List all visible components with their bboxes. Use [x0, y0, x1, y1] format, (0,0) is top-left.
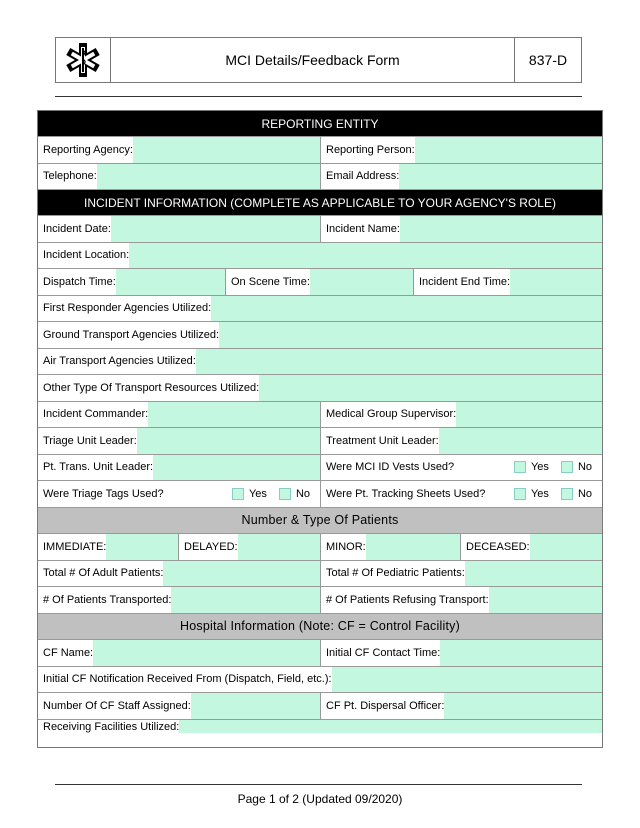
- triage-tags-no-checkbox[interactable]: [279, 488, 291, 500]
- incident-date-field[interactable]: [111, 216, 320, 242]
- initial-cf-contact-label: Initial CF Contact Time:: [326, 646, 441, 659]
- deceased-label: DECEASED:: [466, 540, 530, 553]
- email-label: Email Address:: [326, 170, 400, 183]
- medical-group-supervisor-field[interactable]: [456, 402, 602, 428]
- receiving-facilities-field[interactable]: [179, 720, 602, 733]
- section-patients: Number & Type Of Patients: [38, 508, 602, 535]
- incident-name-field[interactable]: [400, 216, 602, 242]
- mci-vests-no-label: No: [577, 461, 592, 474]
- mci-vests-label: Were MCI ID Vests Used?: [326, 461, 455, 474]
- cf-dispersal-officer-label: CF Pt. Dispersal Officer:: [326, 699, 445, 712]
- incident-location-label: Incident Location:: [43, 249, 130, 262]
- total-pediatric-label: Total # Of Pediatric Patients:: [326, 567, 465, 580]
- incident-commander-label: Incident Commander:: [43, 408, 149, 421]
- footer-rule: [55, 784, 582, 785]
- reporting-agency-field[interactable]: [133, 137, 320, 163]
- initial-cf-notification-field[interactable]: [332, 667, 602, 693]
- section-incident-info: [38, 190, 602, 216]
- incident-name-label: Incident Name:: [326, 222, 400, 235]
- mci-vests-no-checkbox[interactable]: [561, 461, 573, 473]
- on-scene-time-field[interactable]: [310, 269, 413, 295]
- delayed-label: DELAYED:: [184, 540, 238, 553]
- form-title: MCI Details/Feedback Form: [111, 38, 515, 82]
- patients-transported-field[interactable]: [171, 587, 320, 613]
- incident-info-heading: INCIDENT INFORMATION (COMPLETE AS APPLICABLE TO YOUR AGENCY'S ROLE): [84, 195, 556, 210]
- total-adult-label: Total # Of Adult Patients:: [43, 567, 164, 580]
- delayed-field[interactable]: [238, 534, 320, 560]
- form-code: 837-D: [528, 52, 568, 68]
- other-transport-label: Other Type Of Transport Resources Utilized:: [43, 381, 260, 394]
- incident-end-time-label: Incident End Time:: [419, 275, 511, 288]
- tracking-sheets-yes-checkbox[interactable]: [514, 488, 526, 500]
- cf-name-label: CF Name:: [43, 646, 94, 659]
- triage-tags-yes-label: Yes: [248, 487, 267, 500]
- total-adult-field[interactable]: [163, 561, 320, 587]
- patients-refusing-label: # Of Patients Refusing Transport:: [326, 593, 489, 606]
- patients-transported-label: # Of Patients Transported:: [43, 593, 172, 606]
- first-responder-label: First Responder Agencies Utilized:: [43, 302, 212, 315]
- reporting-person-label: Reporting Person:: [326, 143, 415, 156]
- header-rule: [55, 96, 582, 97]
- pt-trans-unit-leader-label: Pt. Trans. Unit Leader:: [43, 461, 154, 474]
- mci-vests-yes-label: Yes: [530, 461, 549, 474]
- initial-cf-contact-field[interactable]: [440, 640, 602, 666]
- cf-staff-assigned-field[interactable]: [191, 693, 320, 719]
- first-responder-field[interactable]: [211, 296, 602, 322]
- cf-dispersal-officer-field[interactable]: [444, 693, 602, 719]
- deceased-field[interactable]: [530, 534, 602, 560]
- triage-unit-leader-field[interactable]: [137, 428, 320, 454]
- air-transport-field[interactable]: [196, 349, 602, 375]
- immediate-field[interactable]: [106, 534, 178, 560]
- patients-refusing-field[interactable]: [489, 587, 602, 613]
- triage-tags-label: Were Triage Tags Used?: [43, 487, 164, 500]
- on-scene-time-label: On Scene Time:: [231, 275, 310, 288]
- reporting-agency-label: Reporting Agency:: [43, 143, 133, 156]
- initial-cf-notification-label: Initial CF Notification Received From (Dispatch, Field, etc.):: [43, 673, 332, 686]
- incident-date-label: Incident Date:: [43, 222, 111, 235]
- telephone-label: Telephone:: [43, 170, 97, 183]
- tracking-sheets-yes-label: Yes: [530, 487, 549, 500]
- other-transport-field[interactable]: [259, 375, 602, 401]
- email-field[interactable]: [399, 164, 602, 190]
- receiving-facilities-label: Receiving Facilities Utilized:: [43, 720, 180, 733]
- total-pediatric-field[interactable]: [465, 561, 602, 587]
- immediate-label: IMMEDIATE:: [43, 540, 107, 553]
- treatment-unit-leader-field[interactable]: [439, 428, 602, 454]
- incident-commander-field[interactable]: [148, 402, 320, 428]
- page-footer: Page 1 of 2 (Updated 09/2020): [237, 792, 403, 806]
- pt-trans-unit-leader-field[interactable]: [153, 455, 320, 481]
- form-header: [55, 37, 582, 83]
- ground-transport-label: Ground Transport Agencies Utilized:: [43, 328, 220, 341]
- triage-tags-no-label: No: [295, 487, 310, 500]
- mci-form: [37, 110, 603, 748]
- triage-unit-leader-label: Triage Unit Leader:: [43, 434, 137, 447]
- section-hospital: Hospital Information (Note: CF = Control Facility): [38, 614, 602, 641]
- tracking-sheets-no-label: No: [577, 487, 592, 500]
- air-transport-label: Air Transport Agencies Utilized:: [43, 355, 196, 368]
- medical-group-supervisor-label: Medical Group Supervisor:: [326, 408, 457, 421]
- cf-staff-assigned-label: Number Of CF Staff Assigned:: [43, 699, 191, 712]
- ground-transport-field[interactable]: [219, 322, 602, 348]
- star-of-life-icon: [61, 40, 105, 80]
- tracking-sheets-label: Were Pt. Tracking Sheets Used?: [326, 487, 486, 500]
- treatment-unit-leader-label: Treatment Unit Leader:: [326, 434, 439, 447]
- telephone-field[interactable]: [97, 164, 320, 190]
- cf-name-field[interactable]: [93, 640, 320, 666]
- tracking-sheets-no-checkbox[interactable]: [561, 488, 573, 500]
- incident-location-field[interactable]: [129, 243, 602, 269]
- section-reporting-entity: REPORTING ENTITY: [38, 111, 602, 137]
- mci-vests-yes-checkbox[interactable]: [514, 461, 526, 473]
- incident-end-time-field[interactable]: [510, 269, 602, 295]
- reporting-person-field[interactable]: [415, 137, 602, 163]
- dispatch-time-field[interactable]: [116, 269, 225, 295]
- logo: [56, 38, 111, 82]
- dispatch-time-label: Dispatch Time:: [43, 275, 116, 288]
- minor-label: MINOR:: [326, 540, 366, 553]
- triage-tags-yes-checkbox[interactable]: [232, 488, 244, 500]
- minor-field[interactable]: [366, 534, 460, 560]
